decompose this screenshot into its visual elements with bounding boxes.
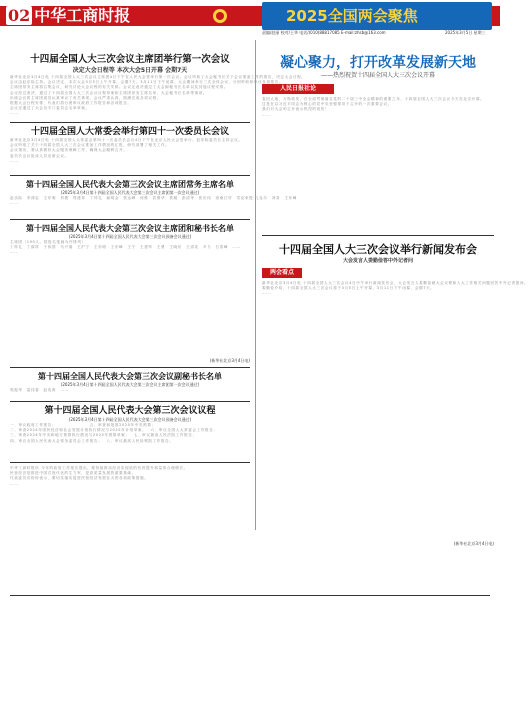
editorial-title: 凝心聚力，打开改革发展新天地 <box>280 55 476 71</box>
subhead-presidium: 决定大会日程等 本次大会5日开幕 会期7天 <box>72 67 188 74</box>
editor-info: 责编/赵丽 校对/王华 电话/(010)88817085 E-mail:zhsb@163.com <box>262 30 386 35</box>
article-body-1: 新华社北京3月4日电 十四届全国人大三次会议主席团4日下午在人民大会堂举行第一次会议。会议听取了大会秘书长关于会议准备工作的报告，决定大会日程。 会议由赵乐际主持。会议决定，本次大会3月5日上午开幕，会期7天，3月11日下午闭幕。大会期间举行三次全体会议，分别听取和审议各项报告。 主席团常务主席将召集会议，研究讨论大会议程的有关安排。会议还表决通过了大会副秘书长名单以及其他议程安排。 会议经过表决，通过了十四届全国人大三次会议议程草案和主席团常务主席名单，大会秘书长名单等事项。 出席会议的主席团成员认真审议了有关事项，会议严肃认真，圆满完成各项议程。 根据大会日程安排，代表们将分团审议政府工作报告和各项报告。 会议还通过了大会各专门委员会名单草案。 …… <box>10 75 306 116</box>
credit-2: (新华社北京3月4日电) <box>453 541 494 546</box>
divider <box>10 122 250 123</box>
headline-presidium-list: 第十四届全国人民代表大会第三次会议主席团和秘书长名单 <box>26 223 234 233</box>
agenda-list: 一、审议政府工作报告； 五、审查和批准2025年中央预算； 二、审查2024年国民经济和社会发展计划执行情况与2025年计划草案； 六、审议全国人大常委会工作报告； 三、审查2024年中央和地方预算执行情况与2025年预算草案； 七、审议最高人民法院工作报告； 四、审议全国人民代表大会常务委员会工作报告； 八、审议最高人民检察院工作报告。 <box>10 423 218 443</box>
editorial-source-label: 人民日报社论 <box>262 84 334 94</box>
name-list-2: 主席团（190人，按姓名笔画为序排列） 丁仲礼 丁薛祥 于伟国 马兴瑞 王沪宁 王东明 王东峰 王宁 王建军 王勇 王晓东 王清宪 尹力 石泰峰 …… …… <box>10 240 241 255</box>
right-column <box>262 84 528 547</box>
divider <box>262 235 494 236</box>
section-label-highlights: 两会看点 <box>262 268 302 278</box>
headline-standing-committee: 十四届全国人大常委会举行第四十一次委员长会议 <box>30 127 229 137</box>
name-list-1: 赵乐际 李鸿忠 王东明 肖捷 郑建邦 丁仲礼 郝明金 蔡达峰 何维 武维华 铁凝 彭清华 张庆伟 洛桑江村 雪克来提·扎克尔 刘奇 王东峰 …… <box>10 196 297 206</box>
column-separator <box>255 40 256 530</box>
divider <box>10 462 250 463</box>
credit-1: (新华社北京3月4日电) <box>209 358 250 363</box>
press-conference-body: 新华社北京3月4日电 十四届全国人大三次会议4日中午举行新闻发布会，大会发言人娄勤俭就大会议程和人大工作相关问题回答中外记者提问。 娄勤俭介绍，十四届全国人大三次会议将于3月5日上午开幕，3月11日下午闭幕，会期7天。 …… <box>262 281 528 296</box>
emblem-icon <box>210 8 230 24</box>
divider <box>10 401 250 402</box>
headline-agenda: 第十四届全国人民代表大会第三次会议议程 <box>44 406 216 416</box>
paper-logo <box>6 4 130 28</box>
divider <box>10 219 250 220</box>
bottom-article-left: 中华工商时报讯 今年的政府工作报告提出，要持续推动经济实现质的有效提升和量的合理增长。 民营经济是推进中国式现代化的生力军，是高质量发展的重要基础。 代表委员们纷纷表示，要切实落实促进民营经济发展壮大的各项政策措施。 …… <box>10 466 188 486</box>
subhead-executive-chairs: (2025年3月4日第十四届全国人民代表大会第三次会议主席团第一次会议通过) <box>60 190 200 195</box>
divider <box>10 367 250 368</box>
paper-name: 中华工商时报 <box>34 6 131 25</box>
issue-date: 2025年3月5日 星期三 <box>445 30 486 35</box>
masthead <box>0 0 500 52</box>
subhead-deputy-secretaries: (2025年3月4日第十四届全国人民代表大会第三次会议主席团第一次会议通过) <box>60 382 200 387</box>
subhead-agenda: (2025年3月4日第十四届全国人民代表大会第三次会议预备会议通过) <box>68 417 192 422</box>
headline-press-conference: 十四届全国人大三次会议举行新闻发布会 <box>279 243 477 256</box>
headline-presidium-meeting: 十四届全国人大三次会议主席团举行第一次会议 <box>30 54 230 65</box>
page-number: 02 <box>8 6 31 25</box>
headline-executive-chairs: 第十四届全国人民代表大会第三次会议主席团常务主席名单 <box>26 179 234 189</box>
editorial-body: 春回大地，万物勃发。在全面贯彻落实党的二十届三中全会精神的重要之年，十四届全国人大三次会议今天在北京开幕。 这是在以习近平同志为核心的党中央坚强领导下召开的一次重要会议。 我们对大会的召开表示热烈的祝贺！ …… <box>262 97 485 117</box>
article-body-2: 新华社北京3月4日电 十四届全国人大常委会第四十一次委员长会议4日下午在北京人民大会堂举行。赵乐际委员长主持会议。 会议听取了关于十四届全国人大三次会议准备工作情况的汇报，研究部署了相关工作。 会议指出，要认真做好大会服务保障工作，确保大会顺利召开。 委员长会议组成人员出席会议。 …… <box>10 138 243 163</box>
editorial-subtitle: ——热烈祝贺十四届全国人大三次会议开幕 <box>320 72 435 79</box>
section-banner: 2025全国两会聚焦 <box>262 2 492 30</box>
headline-deputy-secretaries: 第十四届全国人民代表大会第三次会议副秘书长名单 <box>38 371 222 381</box>
name-list-3: 郭振华 雷伟春 赵宪庚 …… <box>10 388 69 392</box>
bottom-rule <box>10 595 490 596</box>
divider <box>10 175 250 176</box>
subhead-presidium-list: (2025年3月4日第十四届全国人民代表大会第三次会议预备会议通过) <box>68 234 192 239</box>
subhead-press-conference: 大会发言人娄勤俭答中外记者问 <box>342 258 413 264</box>
